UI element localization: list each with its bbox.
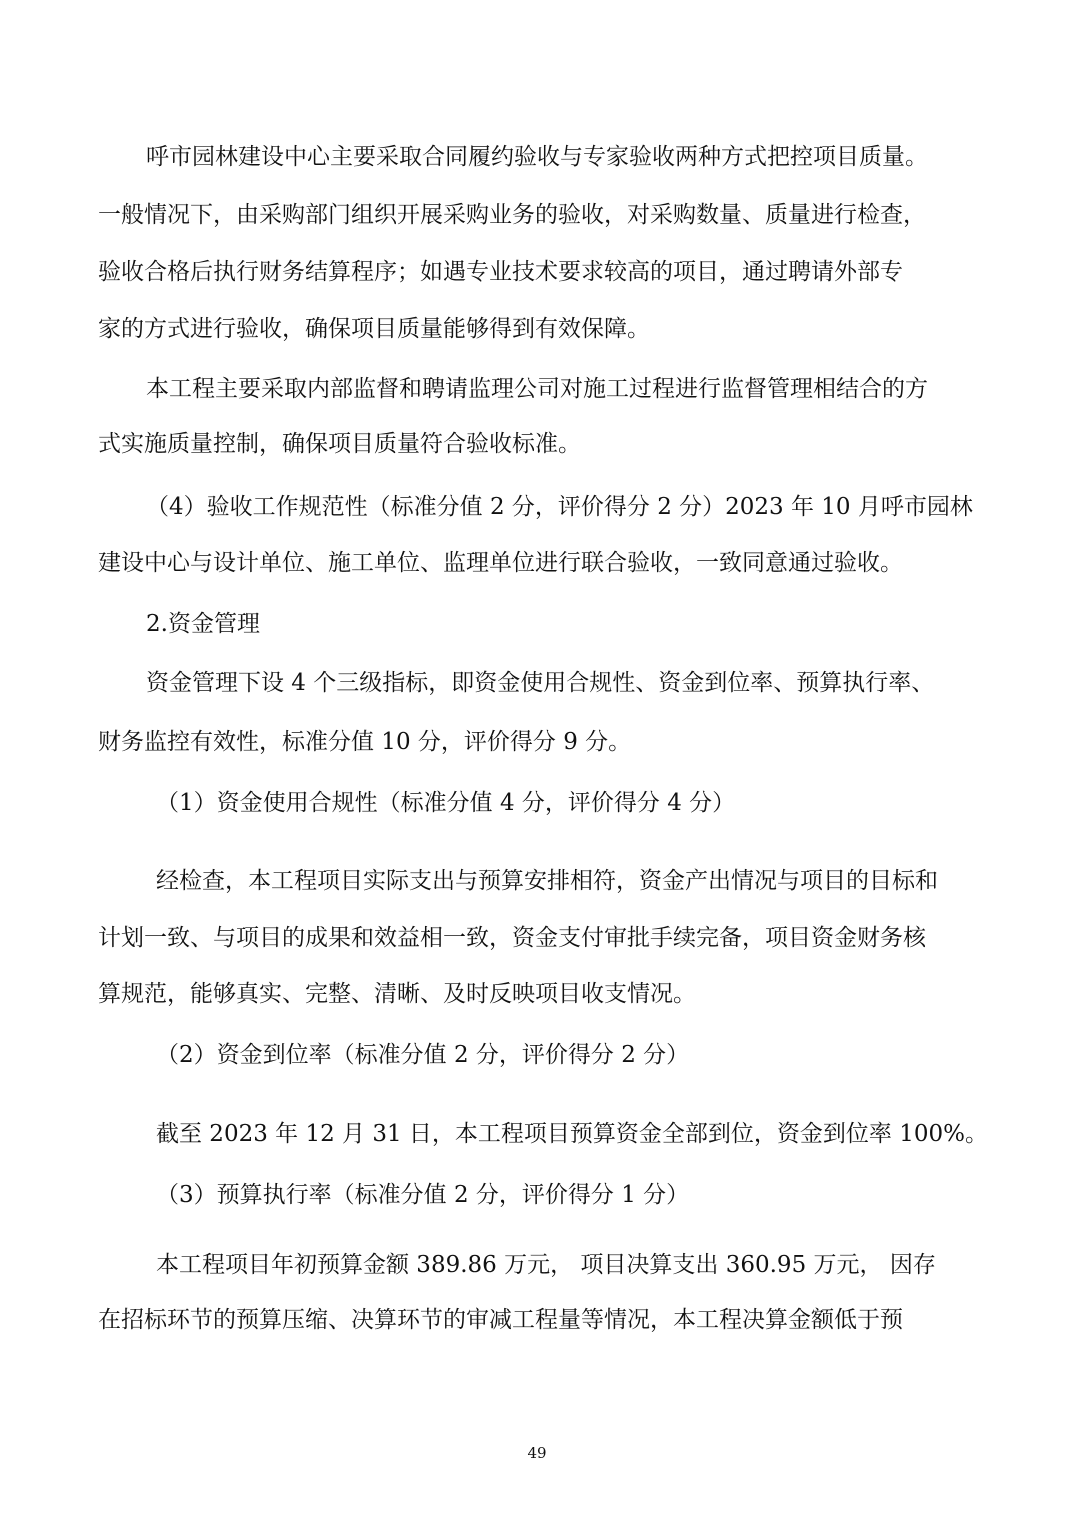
subheading-1: （1）资金使用合规性（标准分值 4 分，评价得分 4 分） — [156, 790, 736, 816]
text-line-10: 资金管理下设 4 个三级指标，即资金使用合规性、资金到位率、预算执行率、 — [146, 670, 935, 696]
text-line-3: 验收合格后执行财务结算程序；如遇专业技术要求较高的项目，通过聘请外部专 — [98, 259, 903, 285]
text-line-13: 经检查，本工程项目实际支出与预算安排相符，资金产出情况与项目的目标和 — [156, 868, 938, 894]
text-line-15: 算规范，能够真实、完整、清晰、及时反映项目收支情况。 — [98, 981, 696, 1007]
text-line-4: 家的方式进行验收，确保项目质量能够得到有效保障。 — [98, 316, 650, 342]
subheading-2: （2）资金到位率（标准分值 2 分，评价得分 2 分） — [156, 1042, 690, 1068]
text-line-8: 建设中心与设计单位、施工单位、监理单位进行联合验收，一致同意通过验收。 — [98, 550, 903, 576]
section-heading: 2.资金管理 — [146, 611, 260, 637]
text-line-7: （4）验收工作规范性（标准分值 2 分，评价得分 2 分）2023 年 10 月呼市园林 — [146, 494, 973, 520]
text-line-19: 本工程项目年初预算金额 389.86 万元， 项目决算支出 360.95 万元， 因存 — [156, 1252, 936, 1278]
text-line-2: 一般情况下，由采购部门组织开展采购业务的验收，对采购数量、质量进行检查， — [98, 202, 926, 228]
text-line-20: 在招标环节的预算压缩、决算环节的审减工程量等情况，本工程决算金额低于预 — [98, 1307, 903, 1333]
text-line-11: 财务监控有效性，标准分值 10 分，评价得分 9 分。 — [98, 729, 632, 755]
text-line-14: 计划一致、与项目的成果和效益相一致，资金支付审批手续完备，项目资金财务核 — [98, 925, 926, 951]
text-line-5: 本工程主要采取内部监督和聘请监理公司对施工过程进行监督管理相结合的方 — [146, 376, 928, 402]
text-line-1: 呼市园林建设中心主要采取合同履约验收与专家验收两种方式把控项目质量。 — [146, 144, 928, 170]
text-line-17: 截至 2023 年 12 月 31 日，本工程项目预算资金全部到位，资金到位率 100%。 — [156, 1121, 988, 1147]
subheading-3: （3）预算执行率（标准分值 2 分，评价得分 1 分） — [156, 1182, 690, 1208]
page-number: 49 — [527, 1444, 547, 1462]
text-line-6: 式实施质量控制，确保项目质量符合验收标准。 — [98, 431, 581, 457]
